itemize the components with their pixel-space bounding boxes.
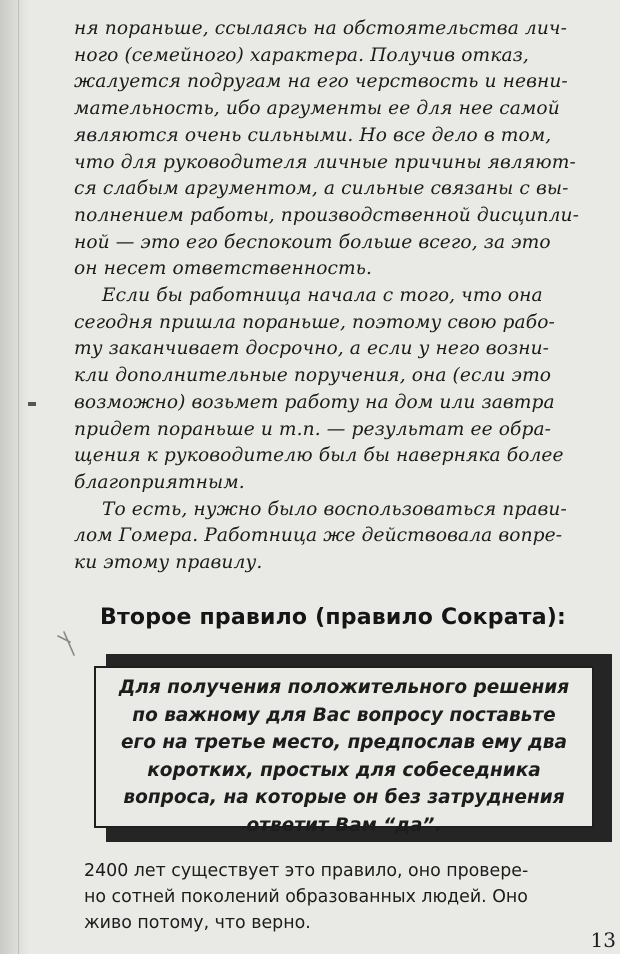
text-line: щения к руководителю был бы наверняка более (74, 445, 564, 467)
text-line: Если бы работница начала с того, что она (102, 285, 543, 307)
text-line: мательность, ибо аргументы ее для нее самой (74, 98, 560, 120)
text-line: То есть, нужно было воспользоваться прави- (102, 498, 567, 520)
section-heading: Второе правило (правило Сократа): (100, 605, 567, 630)
text-line: 2400 лет существует это правило, оно провере- (84, 861, 529, 881)
text-line: ся слабым аргументом, а сильные связаны с вы- (74, 178, 569, 200)
paragraph-2 (74, 283, 612, 497)
text-line: возможно) возьмет работу на дом или завтра (74, 391, 555, 413)
text-line: сегодня пришла пораньше, поэтому свою рабо- (74, 311, 555, 333)
rule-line: по важному для Вас вопросу поставьте (132, 704, 556, 726)
text-line: полнением работы, производственной дисципли- (74, 204, 579, 226)
text-line: жалуется подругам на его черствость и невни- (74, 71, 568, 93)
text-line: ной — это его беспокоит больше всего, за это (74, 231, 551, 253)
page-fold-line (18, 0, 19, 954)
page-number: 13 (590, 928, 616, 952)
text-line: придет пораньше и т.п. — результат ее обра- (74, 418, 552, 440)
rule-line: коротких, простых для собеседника (147, 759, 541, 781)
text-line: ки этому правилу. (74, 552, 263, 574)
body-text (74, 16, 612, 577)
page-gutter (0, 0, 30, 954)
margin-mark (28, 402, 36, 406)
footer-paragraph (84, 858, 612, 936)
text-line: но сотней поколений образованных людей. Оно (84, 887, 528, 907)
text-line: ту заканчивает досрочно, а если у него возни- (74, 338, 550, 360)
rule-line: вопроса, на которые он без затруднения (123, 787, 565, 808)
text-line: кли дополнительные поручения, она (если это (74, 365, 552, 387)
paragraph-3 (74, 497, 612, 577)
text-line: благоприятным. (74, 471, 245, 493)
handwritten-tick-icon (56, 622, 86, 658)
text-line: что для руководителя личные причины являют- (74, 151, 576, 173)
rule-line: ответит Вам “да”. (246, 814, 442, 836)
text-line: ня пораньше, ссылаясь на обстоятельства лич- (74, 18, 567, 39)
text-line: являются очень сильными. Но все дело в том, (74, 124, 552, 146)
text-line: ного (семейного) характера. Получив отказ, (74, 44, 529, 66)
paragraph-1 (74, 16, 612, 283)
text-line: он несет ответственность. (74, 258, 372, 280)
text-line: живо потому, что верно. (84, 913, 311, 933)
rule-line: Для получения положительного решения (118, 677, 570, 698)
rule-box (94, 666, 594, 836)
rule-line: его на третье место, предпослав ему два (121, 732, 567, 753)
text-line: лом Гомера. Работница же действовала вопре- (74, 525, 563, 547)
